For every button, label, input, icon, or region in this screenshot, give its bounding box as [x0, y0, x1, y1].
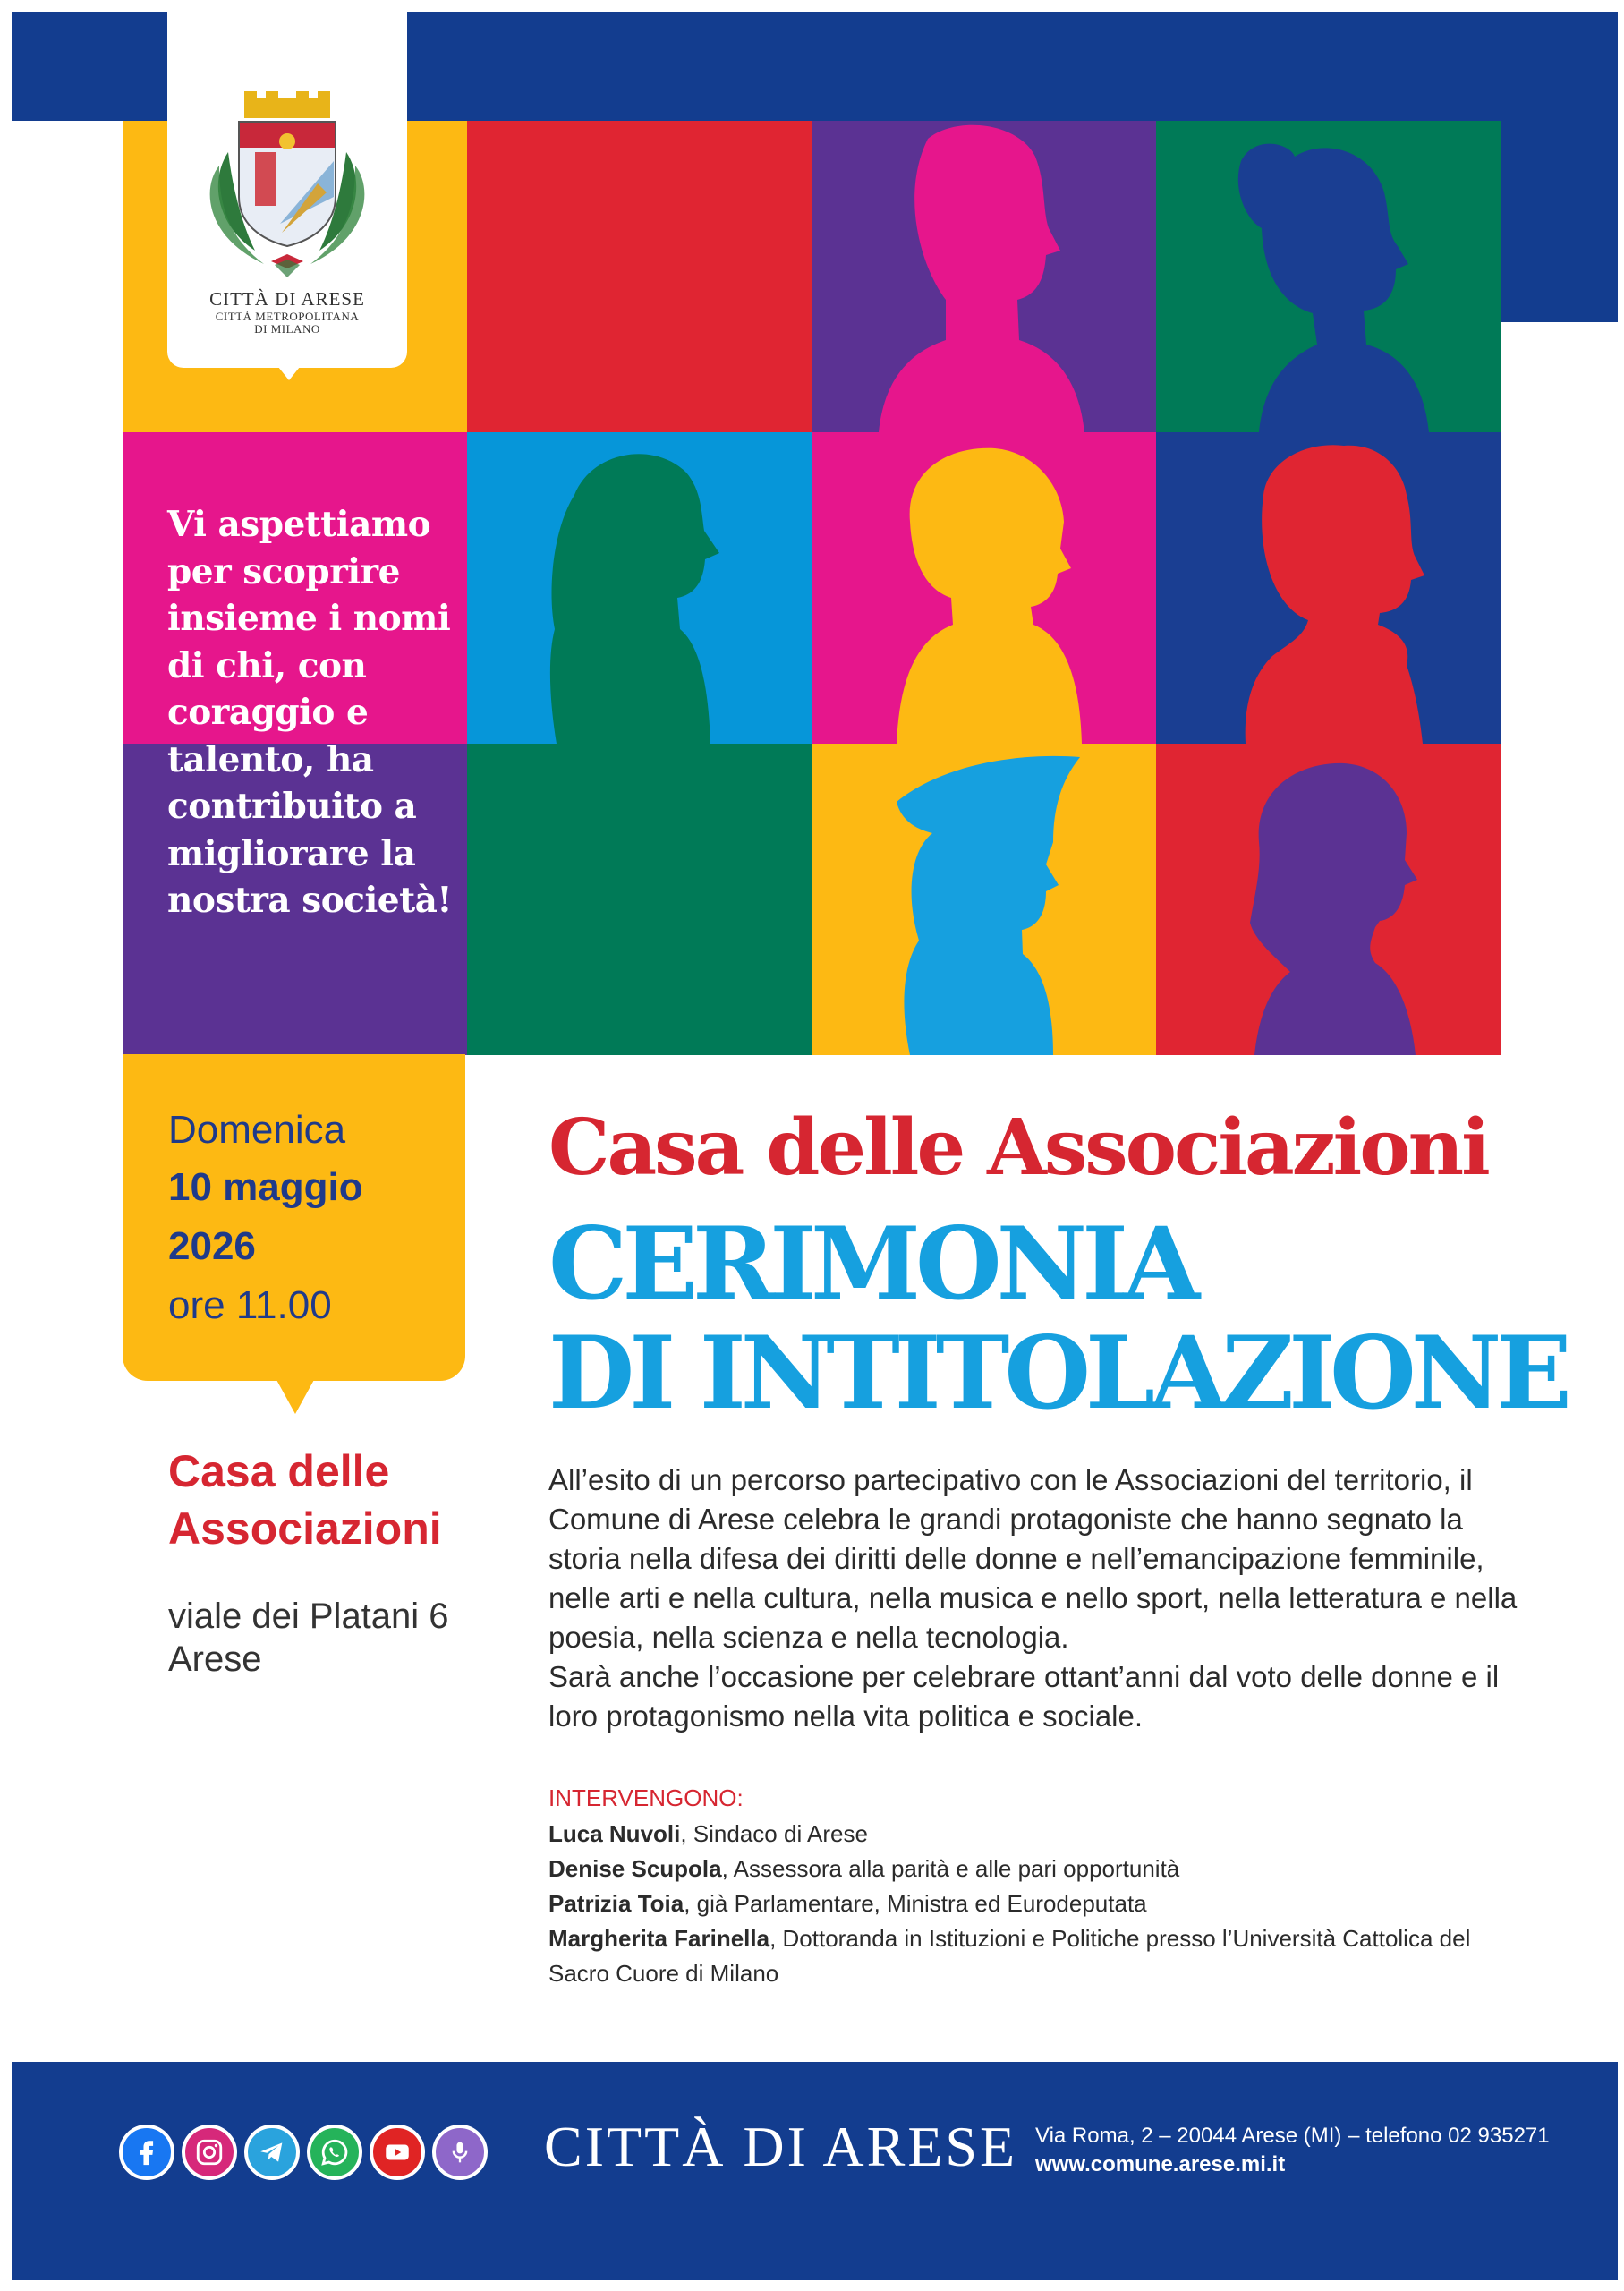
facebook-icon[interactable]	[119, 2125, 174, 2180]
logo-metro-line2: DI MILANO	[254, 322, 320, 336]
margin-gap	[12, 121, 123, 322]
headline-title-line2: DI INTITOLAZIONE	[548, 1316, 1567, 1432]
speakers-label: INTERVENGONO:	[548, 1784, 744, 1811]
speaker-item	[548, 1921, 1524, 1991]
speaker-role: , già Parlamentare, Ministra ed Eurodeputata	[684, 1890, 1147, 1917]
event-time: ore 11.00	[168, 1283, 332, 1327]
woman-silhouette-icon	[1156, 432, 1501, 744]
speaker-item	[548, 1852, 1524, 1886]
mosaic-cell-navy	[1156, 432, 1501, 744]
mosaic-cell-green	[467, 744, 812, 1055]
speaker-item	[548, 1886, 1524, 1921]
event-day: Domenica	[168, 1108, 346, 1152]
mosaic-cell-blue	[467, 432, 812, 744]
telegram-icon[interactable]	[244, 2125, 300, 2180]
instagram-icon[interactable]	[182, 2125, 237, 2180]
speaker-name: Luca Nuvoli	[548, 1820, 681, 1847]
speaker-item	[548, 1817, 1524, 1852]
venue-name: Casa delle Associazioni	[168, 1446, 442, 1554]
date-box	[123, 1054, 465, 1381]
date-box-notch	[276, 1378, 315, 1414]
mosaic-cell-purple	[812, 121, 1156, 432]
mosaic-cell-red	[1156, 744, 1501, 1055]
mosaic-cell-green	[1156, 121, 1501, 432]
venue-address	[168, 1595, 508, 1681]
woman-silhouette-icon	[1156, 121, 1501, 432]
youtube-icon[interactable]	[370, 2125, 425, 2180]
woman-silhouette-icon	[1156, 744, 1501, 1055]
event-year: 2026	[168, 1224, 256, 1268]
body-text	[548, 1461, 1524, 1736]
speaker-name: Margherita Farinella	[548, 1925, 770, 1952]
venue-address-line1: viale dei Platani 6	[168, 1597, 449, 1636]
logo-city-name: CITTÀ DI ARESE	[209, 288, 365, 310]
headline-title-line1: CERIMONIA	[548, 1206, 1195, 1323]
intro-text: Vi aspettiamo per scoprire insieme i nomi di chi, con coraggio e talento, ha contribuito a migliorare la nostra società!	[167, 504, 452, 921]
mosaic-cell-yellow	[812, 744, 1156, 1055]
speaker-role: , Assessora alla parità e alle pari opportunità	[721, 1855, 1180, 1882]
mosaic-cell-magenta	[812, 432, 1156, 744]
woman-silhouette-icon	[812, 744, 1156, 1055]
body-paragraph: All’esito di un percorso partecipativo con le Associazioni del territorio, il Comune di Arese celebra le grandi protagoniste che hanno segnato la storia nella difesa dei diritti delle donne e nell’emancipazione femminile, nelle arti e nella cultura, nella musica e nello sport, nella letteratura e nella poesia, nella scienza e nella tecnologia.	[548, 1463, 1518, 1654]
podcast-icon[interactable]	[432, 2125, 488, 2180]
logo-metro-line1: CITTÀ METROPOLITANA	[215, 310, 360, 323]
speaker-role: , Dottoranda in Istituzioni e Politiche presso l’Università Cattolica del Sacro Cuore di Milano	[548, 1925, 1471, 1987]
footer-address: Via Roma, 2 – 20044 Arese (MI) – telefono 02 935271	[1035, 2124, 1550, 2148]
speaker-name: Denise Scupola	[548, 1855, 722, 1882]
body-paragraph: Sarà anche l’occasione per celebrare ottant’anni dal voto delle donne e il loro protagonismo nella vita politica e sociale.	[548, 1660, 1500, 1733]
woman-silhouette-icon	[812, 121, 1156, 432]
whatsapp-icon[interactable]	[307, 2125, 362, 2180]
event-date: 10 maggio	[168, 1165, 363, 1209]
coat-of-arms-icon	[192, 89, 382, 286]
logo-card-notch	[275, 362, 303, 380]
footer-brand: CITTÀ DI ARESE	[544, 2115, 1018, 2178]
woman-silhouette-icon	[467, 432, 812, 744]
woman-silhouette-icon	[812, 432, 1156, 744]
mosaic-cell-red	[467, 121, 812, 432]
speaker-name: Patrizia Toia	[548, 1890, 684, 1917]
headline-place: Casa delle Associazioni	[548, 1103, 1488, 1193]
venue-address-line2: Arese	[168, 1639, 262, 1679]
speaker-role: , Sindaco di Arese	[680, 1820, 868, 1847]
footer-website-link[interactable]: www.comune.arese.mi.it	[1035, 2152, 1286, 2176]
